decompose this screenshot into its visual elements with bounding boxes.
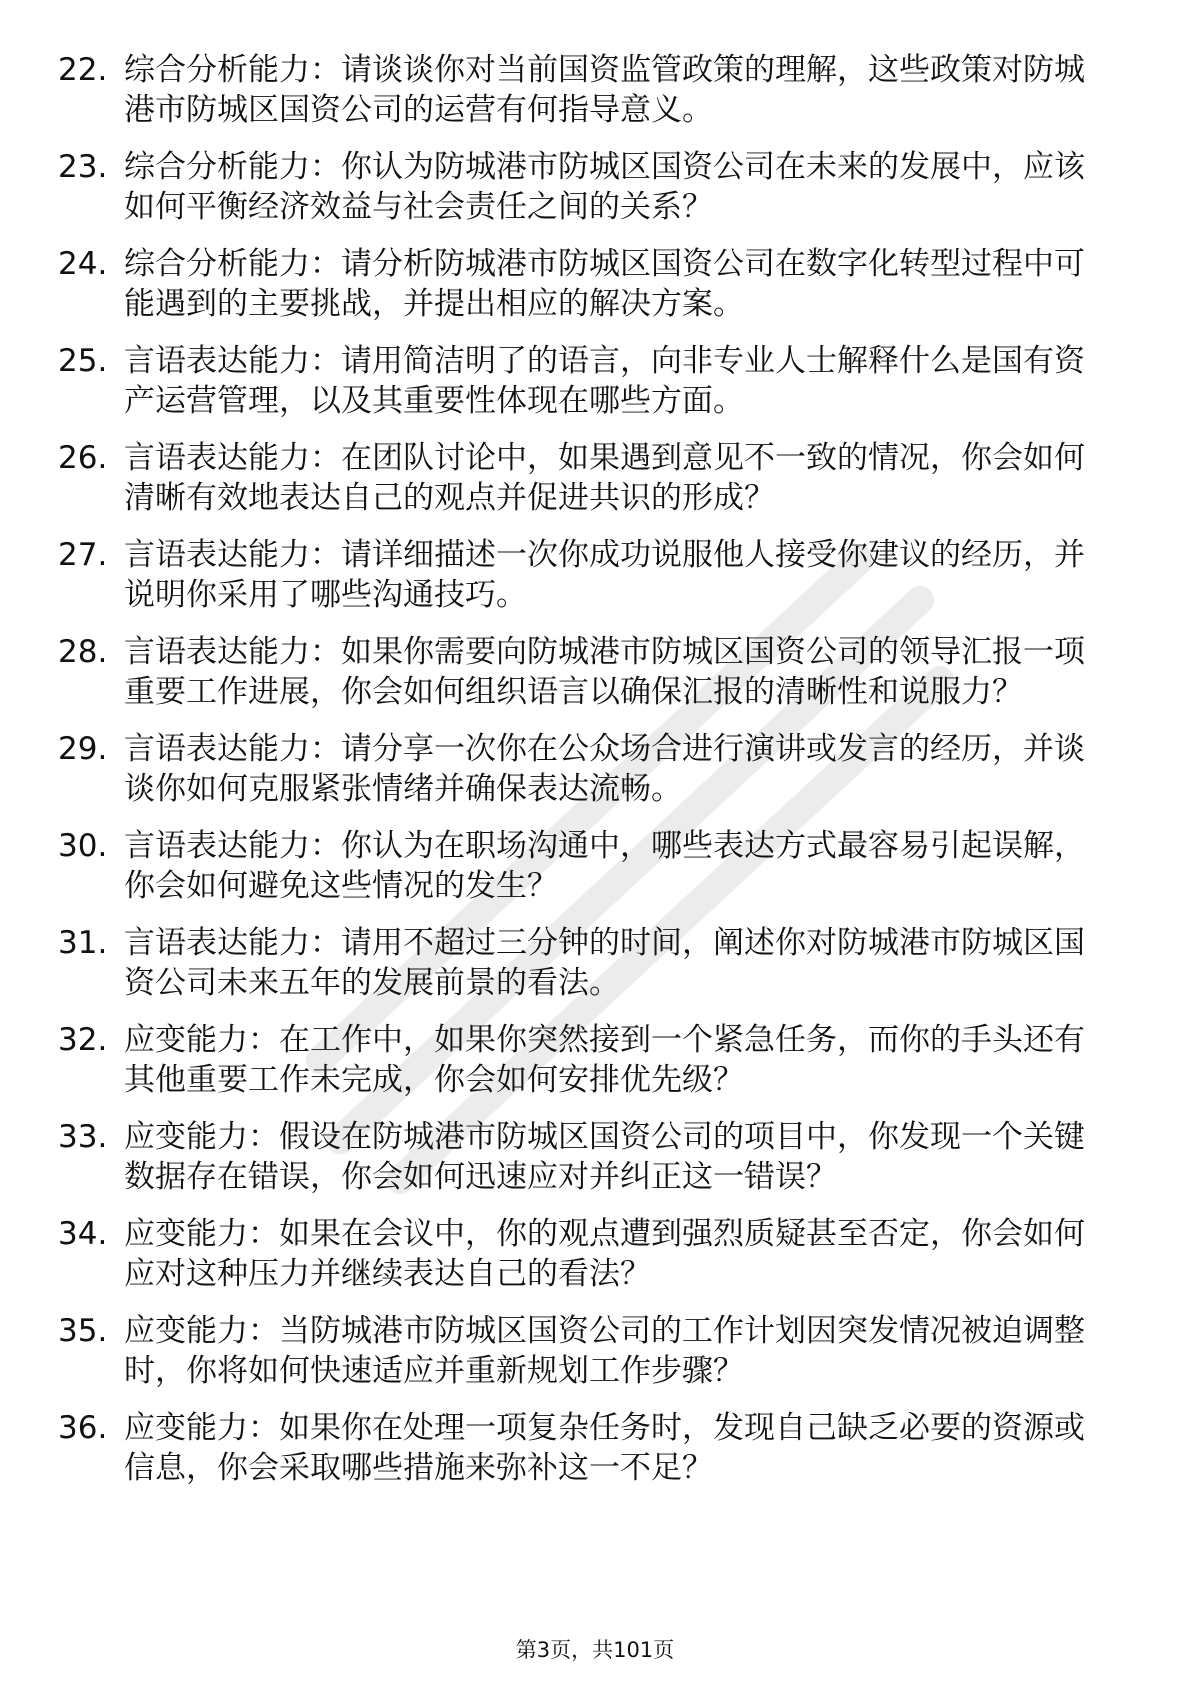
question-item-34 xyxy=(58,1214,1138,1294)
question-number: 36. xyxy=(58,1410,108,1446)
question-text: 综合分析能力：你认为防城港市防城区国资公司在未来的发展中，应该如何平衡经济效益与社会责任之间的关系？ xyxy=(124,149,1085,225)
question-number: 28. xyxy=(58,634,108,670)
question-item-36 xyxy=(58,1408,1138,1488)
question-text: 言语表达能力：请用不超过三分钟的时间，阐述你对防城港市防城区国资公司未来五年的发展前景的看法。 xyxy=(124,925,1085,1001)
question-text: 应变能力：假设在防城港市防城区国资公司的项目中，你发现一个关键数据存在错误，你会如何迅速应对并纠正这一错误？ xyxy=(124,1119,1085,1195)
question-item-24 xyxy=(58,244,1138,324)
question-text: 应变能力：如果你在处理一项复杂任务时，发现自己缺乏必要的资源或信息，你会采取哪些措施来弥补这一不足？ xyxy=(124,1410,1085,1486)
page-number-label: 第3页，共101页 xyxy=(515,1638,675,1662)
question-item-22 xyxy=(58,50,1138,130)
question-item-29 xyxy=(58,729,1138,809)
question-item-33 xyxy=(58,1117,1138,1197)
question-item-27 xyxy=(58,535,1138,615)
question-text: 综合分析能力：请分析防城港市防城区国资公司在数字化转型过程中可能遇到的主要挑战，并提出相应的解决方案。 xyxy=(124,246,1085,322)
question-text: 言语表达能力：你认为在职场沟通中，哪些表达方式最容易引起误解，你会如何避免这些情况的发生？ xyxy=(124,828,1085,904)
question-number: 23. xyxy=(58,149,108,185)
question-number: 32. xyxy=(58,1022,108,1058)
question-item-32 xyxy=(58,1020,1138,1100)
question-number: 24. xyxy=(58,246,108,282)
question-item-31 xyxy=(58,923,1138,1003)
question-number: 35. xyxy=(58,1313,108,1349)
question-number: 30. xyxy=(58,828,108,864)
question-number: 33. xyxy=(58,1119,108,1155)
question-text: 言语表达能力：请用简洁明了的语言，向非专业人士解释什么是国有资产运营管理，以及其重要性体现在哪些方面。 xyxy=(124,343,1085,419)
question-list xyxy=(58,50,1138,1505)
question-text: 言语表达能力：如果你需要向防城港市防城区国资公司的领导汇报一项重要工作进展，你会如何组织语言以确保汇报的清晰性和说服力？ xyxy=(124,634,1085,710)
question-number: 34. xyxy=(58,1216,108,1252)
question-text: 综合分析能力：请谈谈你对当前国资监管政策的理解，这些政策对防城港市防城区国资公司的运营有何指导意义。 xyxy=(124,52,1085,128)
question-number: 29. xyxy=(58,731,108,767)
question-number: 22. xyxy=(58,52,108,88)
question-text: 应变能力：当防城港市防城区国资公司的工作计划因突发情况被迫调整时，你将如何快速适应并重新规划工作步骤？ xyxy=(124,1313,1085,1389)
question-item-25 xyxy=(58,341,1138,421)
question-item-26 xyxy=(58,438,1138,518)
question-number: 27. xyxy=(58,537,108,573)
question-item-28 xyxy=(58,632,1138,712)
question-number: 26. xyxy=(58,440,108,476)
page-footer xyxy=(0,1636,1190,1664)
question-text: 言语表达能力：请详细描述一次你成功说服他人接受你建议的经历，并说明你采用了哪些沟通技巧。 xyxy=(124,537,1085,613)
question-text: 言语表达能力：请分享一次你在公众场合进行演讲或发言的经历，并谈谈你如何克服紧张情绪并确保表达流畅。 xyxy=(124,731,1085,807)
question-number: 31. xyxy=(58,925,108,961)
question-item-35 xyxy=(58,1311,1138,1391)
question-text: 言语表达能力：在团队讨论中，如果遇到意见不一致的情况，你会如何清晰有效地表达自己的观点并促进共识的形成？ xyxy=(124,440,1085,516)
question-item-23 xyxy=(58,147,1138,227)
question-number: 25. xyxy=(58,343,108,379)
question-text: 应变能力：在工作中，如果你突然接到一个紧急任务，而你的手头还有其他重要工作未完成，你会如何安排优先级？ xyxy=(124,1022,1085,1098)
question-item-30 xyxy=(58,826,1138,906)
question-text: 应变能力：如果在会议中，你的观点遭到强烈质疑甚至否定，你会如何应对这种压力并继续表达自己的看法？ xyxy=(124,1216,1085,1292)
